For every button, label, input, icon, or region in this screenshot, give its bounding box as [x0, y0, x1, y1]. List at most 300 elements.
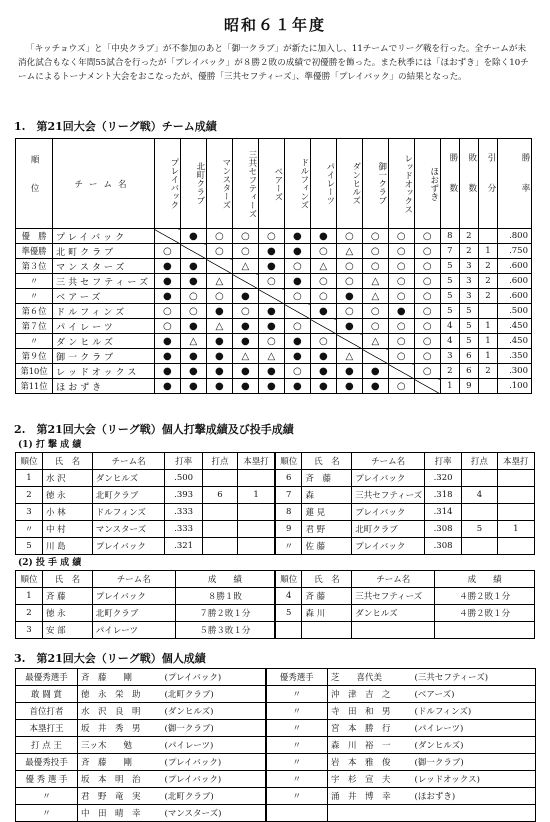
result-cell: ● — [232, 379, 258, 394]
team-name-cell: ドルフィンズ — [53, 304, 155, 319]
table-cell — [202, 521, 237, 538]
table-cell: ドルフィンズ — [92, 504, 165, 521]
table-cell — [497, 487, 534, 504]
result-cell: ● — [232, 319, 258, 334]
column-header: チーム名 — [352, 571, 435, 588]
result-cell: ● — [284, 349, 310, 364]
award-title: 〃 — [266, 686, 328, 703]
result-cell: ● — [206, 304, 232, 319]
batting-table — [15, 452, 535, 555]
losses-cell: 5 — [459, 334, 478, 349]
award-cell: 斉 藤 剛 — [78, 754, 162, 771]
award-cell: (ドルフィンズ) — [412, 703, 536, 720]
award-cell: (レッドオックス) — [412, 771, 536, 788]
award-cell: 寺 田 和 男 — [328, 703, 412, 720]
draws-cell: 2 — [478, 274, 497, 289]
result-cell: ○ — [362, 244, 388, 259]
table-row — [16, 304, 532, 319]
result-cell: ○ — [258, 229, 284, 244]
table-cell: ４勝２敗１分 — [435, 605, 535, 622]
table-cell: ダンヒルズ — [352, 605, 435, 622]
table-cell: 〃 — [16, 521, 43, 538]
draws-cell — [478, 304, 497, 319]
table-cell: 佐 藤 — [302, 538, 352, 555]
losses-cell: 3 — [459, 289, 478, 304]
result-cell: ● — [154, 334, 180, 349]
award-title: 優秀選手 — [266, 669, 328, 686]
table-row — [16, 289, 532, 304]
result-cell — [388, 364, 414, 379]
result-cell: ○ — [258, 274, 284, 289]
award-title: 打 点 王 — [16, 737, 78, 754]
result-cell: ● — [206, 364, 232, 379]
table-cell: .333 — [165, 521, 202, 538]
result-cell: ○ — [414, 304, 440, 319]
result-cell: ○ — [362, 304, 388, 319]
result-cell: △ — [180, 334, 206, 349]
table-cell — [238, 538, 275, 555]
result-cell: ○ — [414, 289, 440, 304]
award-cell: (ほおずき) — [412, 788, 536, 805]
header-opponent: 北町クラブ — [180, 139, 206, 229]
rank-cell: 第11位 — [16, 379, 53, 394]
win-pct-cell: .600 — [497, 289, 531, 304]
award-title: 本塁打王 — [16, 720, 78, 737]
header-opponent: ドルフィンズ — [284, 139, 310, 229]
award-cell: (プレイバック) — [162, 754, 266, 771]
award-cell: (三共セフティーズ) — [412, 669, 536, 686]
table-cell: プレイバック — [352, 538, 425, 555]
wins-cell: 5 — [440, 289, 459, 304]
losses-cell: 9 — [459, 379, 478, 394]
table-row — [16, 669, 536, 686]
table-cell — [352, 622, 435, 639]
column-header: チーム名 — [92, 453, 165, 470]
table-cell — [497, 538, 534, 555]
table-cell: ５勝３敗１分 — [175, 622, 275, 639]
result-cell: ○ — [206, 289, 232, 304]
table-cell: 北町クラブ — [92, 487, 165, 504]
rank-cell: 準優勝 — [16, 244, 53, 259]
header-rank: 順位 — [16, 139, 53, 229]
result-cell: ● — [154, 259, 180, 274]
result-cell: ○ — [388, 229, 414, 244]
table-cell — [238, 470, 275, 487]
result-cell: ○ — [362, 229, 388, 244]
rank-cell: 〃 — [16, 274, 53, 289]
team-name-cell: ダンヒルズ — [53, 334, 155, 349]
table-cell — [497, 470, 534, 487]
result-cell: ○ — [414, 274, 440, 289]
header-opponent: マンスターズ — [206, 139, 232, 229]
result-cell: △ — [362, 289, 388, 304]
result-cell: ○ — [388, 379, 414, 394]
result-cell: ○ — [414, 319, 440, 334]
table-cell — [238, 521, 275, 538]
award-title: 最優秀選手 — [16, 669, 78, 686]
header-team-name: チーム名 — [53, 139, 155, 229]
column-header: 打率 — [165, 453, 202, 470]
result-cell: ○ — [414, 334, 440, 349]
table-cell: 3 — [16, 504, 43, 521]
award-cell: (マンスターズ) — [162, 805, 266, 822]
result-cell: ○ — [232, 229, 258, 244]
win-pct-cell: .300 — [497, 364, 531, 379]
result-cell: ● — [336, 289, 362, 304]
table-row — [16, 720, 536, 737]
result-cell: ○ — [414, 259, 440, 274]
header-wins: 勝数 — [440, 139, 459, 229]
result-cell: ○ — [310, 244, 336, 259]
result-cell: ○ — [362, 259, 388, 274]
result-cell: ● — [310, 304, 336, 319]
award-cell: 坂 本 明 治 — [78, 771, 162, 788]
wins-cell: 3 — [440, 349, 459, 364]
column-header: 順位 — [16, 571, 43, 588]
draws-cell: 2 — [478, 289, 497, 304]
losses-cell: 6 — [459, 364, 478, 379]
wins-cell: 8 — [440, 229, 459, 244]
award-title — [266, 805, 328, 822]
table-cell: .393 — [165, 487, 202, 504]
table-cell — [462, 504, 497, 521]
result-cell: ○ — [388, 274, 414, 289]
result-cell: ○ — [310, 334, 336, 349]
result-cell: ○ — [258, 334, 284, 349]
award-cell: 芝 喜代美 — [328, 669, 412, 686]
win-pct-cell: .750 — [497, 244, 531, 259]
result-cell: △ — [232, 349, 258, 364]
result-cell: ● — [180, 229, 206, 244]
losses-cell: 3 — [459, 274, 478, 289]
win-pct-cell: .600 — [497, 274, 531, 289]
table-cell: 徳 永 — [42, 605, 92, 622]
table-cell: 1 — [497, 521, 534, 538]
header-opponent: 御一クラブ — [362, 139, 388, 229]
result-cell: ○ — [310, 274, 336, 289]
table-cell — [462, 538, 497, 555]
rank-cell: 第10位 — [16, 364, 53, 379]
result-cell: △ — [232, 259, 258, 274]
result-cell: ○ — [154, 304, 180, 319]
rank-cell: 優 勝 — [16, 229, 53, 244]
table-row — [16, 703, 536, 720]
result-cell: ○ — [388, 244, 414, 259]
result-cell: ● — [336, 364, 362, 379]
header-opponent: レッドオックス — [388, 139, 414, 229]
table-cell: 斉 藤 — [302, 470, 352, 487]
draws-cell: 2 — [478, 259, 497, 274]
result-cell: ● — [180, 364, 206, 379]
result-cell: ● — [180, 274, 206, 289]
result-cell — [362, 349, 388, 364]
result-cell: ● — [258, 304, 284, 319]
result-cell — [232, 274, 258, 289]
result-cell — [206, 259, 232, 274]
table-cell — [462, 470, 497, 487]
wins-cell: 5 — [440, 274, 459, 289]
result-cell: ○ — [414, 349, 440, 364]
table-row — [16, 334, 532, 349]
result-cell: ○ — [206, 244, 232, 259]
section-3-heading: 3. 第21回大会（リーグ戦）個人成績 — [14, 652, 206, 665]
table-row — [16, 805, 536, 822]
result-cell: △ — [362, 274, 388, 289]
result-cell — [258, 289, 284, 304]
wins-cell: 5 — [440, 304, 459, 319]
award-cell — [328, 805, 412, 822]
table-cell: 斉 藤 — [302, 588, 352, 605]
table-cell: .318 — [424, 487, 461, 504]
result-cell: ● — [336, 319, 362, 334]
column-header: 順位 — [16, 453, 43, 470]
award-cell — [412, 805, 536, 822]
table-row — [16, 470, 535, 487]
column-header: 本塁打 — [238, 453, 275, 470]
team-name-cell: 北町クラブ — [53, 244, 155, 259]
table-cell: ４勝２敗１分 — [435, 588, 535, 605]
table-row — [16, 487, 535, 504]
losses-cell: 2 — [459, 229, 478, 244]
award-title: 〃 — [266, 771, 328, 788]
result-cell: ● — [258, 319, 284, 334]
header-draws: 引分 — [478, 139, 497, 229]
table-cell: .314 — [424, 504, 461, 521]
table-cell: 1 — [238, 487, 275, 504]
result-cell: △ — [310, 259, 336, 274]
win-pct-cell: .450 — [497, 319, 531, 334]
table-cell: 4 — [462, 487, 497, 504]
table-row — [16, 538, 535, 555]
table-cell: 5 — [462, 521, 497, 538]
table-cell: .333 — [165, 504, 202, 521]
table-row — [16, 622, 535, 639]
table-cell: .500 — [165, 470, 202, 487]
result-cell: ○ — [284, 364, 310, 379]
table-cell — [202, 538, 237, 555]
table-cell — [275, 622, 302, 639]
award-title: 最優秀投手 — [16, 754, 78, 771]
table-cell — [497, 504, 534, 521]
table-cell: 森 川 — [302, 605, 352, 622]
table-cell: 水 沢 — [42, 470, 92, 487]
wins-cell: 4 — [440, 334, 459, 349]
table-cell: 1 — [16, 588, 43, 605]
column-header: 順位 — [275, 453, 302, 470]
table-row — [16, 605, 535, 622]
result-cell: ○ — [284, 259, 310, 274]
table-cell: 三共セフティーズ — [352, 487, 425, 504]
result-cell: ● — [232, 364, 258, 379]
result-cell: ● — [258, 259, 284, 274]
result-cell: ● — [154, 364, 180, 379]
result-cell: ● — [232, 334, 258, 349]
rank-cell: 〃 — [16, 334, 53, 349]
losses-cell: 6 — [459, 349, 478, 364]
header-row — [16, 453, 535, 470]
table-row — [16, 229, 532, 244]
table-cell: 7 — [275, 487, 302, 504]
header-opponent: ベアーズ — [258, 139, 284, 229]
table-row — [16, 788, 536, 805]
table-cell: 中 村 — [42, 521, 92, 538]
table-cell: 〃 — [275, 538, 302, 555]
table-cell — [202, 470, 237, 487]
table-cell: 1 — [16, 470, 43, 487]
draws-cell: 1 — [478, 319, 497, 334]
award-cell: 坂 井 秀 男 — [78, 720, 162, 737]
table-cell: 5 — [16, 538, 43, 555]
header-opponent: 三共セフティーズ — [232, 139, 258, 229]
result-cell: ○ — [336, 274, 362, 289]
result-cell: ● — [180, 349, 206, 364]
win-pct-cell: .600 — [497, 259, 531, 274]
award-cell: (御一クラブ) — [412, 754, 536, 771]
result-cell: ○ — [388, 319, 414, 334]
result-cell: ● — [284, 229, 310, 244]
result-cell: △ — [206, 319, 232, 334]
result-cell: △ — [206, 274, 232, 289]
pitching-table — [15, 570, 535, 639]
draws-cell: 1 — [478, 334, 497, 349]
table-cell — [435, 622, 535, 639]
table-cell: 蓮 見 — [302, 504, 352, 521]
result-cell: △ — [362, 334, 388, 349]
award-cell: (プレイバック) — [162, 771, 266, 788]
individual-awards-table — [15, 668, 536, 822]
pitching-subheading: (2) 投 手 成 績 — [18, 558, 82, 568]
award-cell: (パイレーツ) — [162, 737, 266, 754]
result-cell: ● — [310, 229, 336, 244]
table-cell: 4 — [275, 588, 302, 605]
result-cell: ● — [154, 289, 180, 304]
result-cell: ○ — [388, 259, 414, 274]
rank-cell: 第６位 — [16, 304, 53, 319]
result-cell: ○ — [388, 334, 414, 349]
losses-cell: 5 — [459, 304, 478, 319]
column-header: 打率 — [424, 453, 461, 470]
award-title: 〃 — [266, 720, 328, 737]
result-cell: ○ — [180, 289, 206, 304]
result-cell — [284, 304, 310, 319]
award-title: 〃 — [266, 703, 328, 720]
result-cell: ● — [258, 364, 284, 379]
table-cell: プレイバック — [352, 504, 425, 521]
column-header: 氏 名 — [302, 571, 352, 588]
table-cell: .308 — [424, 521, 461, 538]
result-cell: ● — [154, 274, 180, 289]
section-1-heading: 1. 第21回大会（リーグ戦）チーム成績 — [14, 120, 217, 133]
header-row — [16, 571, 535, 588]
table-cell: 6 — [275, 470, 302, 487]
standings-header-row — [16, 139, 532, 229]
result-cell: ○ — [414, 364, 440, 379]
column-header: 氏 名 — [42, 571, 92, 588]
table-row — [16, 244, 532, 259]
win-pct-cell: .450 — [497, 334, 531, 349]
result-cell: ○ — [284, 289, 310, 304]
header-losses: 敗数 — [459, 139, 478, 229]
table-cell — [238, 504, 275, 521]
wins-cell: 4 — [440, 319, 459, 334]
result-cell: ● — [362, 364, 388, 379]
draws-cell — [478, 379, 497, 394]
header-opponent: パイレーツ — [310, 139, 336, 229]
table-cell: 三共セフティーズ — [352, 588, 435, 605]
header-opponent: プレイバック — [154, 139, 180, 229]
wins-cell: 1 — [440, 379, 459, 394]
result-cell: ○ — [388, 289, 414, 304]
losses-cell: 3 — [459, 259, 478, 274]
team-name-cell: プレイバック — [53, 229, 155, 244]
team-name-cell: ほおずき — [53, 379, 155, 394]
result-cell: ○ — [232, 304, 258, 319]
table-row — [16, 319, 532, 334]
result-cell: ● — [258, 244, 284, 259]
result-cell — [310, 319, 336, 334]
award-title: 〃 — [16, 788, 78, 805]
table-row — [16, 771, 536, 788]
table-cell: マンスターズ — [92, 521, 165, 538]
table-cell: プレイバック — [352, 470, 425, 487]
award-cell: (御一クラブ) — [162, 720, 266, 737]
result-cell: △ — [258, 349, 284, 364]
award-cell: (プレイバック) — [162, 669, 266, 686]
result-cell: ○ — [336, 259, 362, 274]
result-cell: ● — [284, 334, 310, 349]
result-cell: ● — [206, 334, 232, 349]
award-cell: 宮 本 勝 行 — [328, 720, 412, 737]
batting-subheading: (1) 打 撃 成 績 — [18, 440, 82, 450]
award-cell: 水 沢 良 明 — [78, 703, 162, 720]
result-cell: ○ — [336, 304, 362, 319]
intro-paragraph: 「キッチョウズ」と「中央クラブ」が不参加のあと「御一クラブ」が新たに加入し、11チームでリーグ戦を行った。全チームが未消化試合もなく年間55試合を行ったが「プレイバック」が８勝２敗の成績で初優勝を飾った。また秋季には「ほおずき」を除く10チームによるトーナメント大会をおこなったが、優勝「三共セフティーズ」、準優勝「プレイバック」の結果となった。 — [18, 44, 529, 82]
result-cell: ● — [232, 289, 258, 304]
award-title: 〃 — [16, 805, 78, 822]
award-title: 〃 — [266, 754, 328, 771]
table-row — [16, 588, 535, 605]
result-cell: ● — [310, 349, 336, 364]
win-pct-cell: .350 — [497, 349, 531, 364]
section-2-heading: 2. 第21回大会（リーグ戦）個人打撃成績及び投手成績 — [14, 423, 294, 436]
table-cell: 北町クラブ — [92, 605, 175, 622]
table-row — [16, 754, 536, 771]
table-cell: ダンヒルズ — [92, 470, 165, 487]
result-cell: ○ — [180, 304, 206, 319]
award-cell: 徳 永 栄 助 — [78, 686, 162, 703]
award-cell: 宇 杉 宣 夫 — [328, 771, 412, 788]
award-cell: 斉 藤 剛 — [78, 669, 162, 686]
table-cell — [202, 504, 237, 521]
team-name-cell: 御一クラブ — [53, 349, 155, 364]
rank-cell: 〃 — [16, 289, 53, 304]
award-title: 首位打者 — [16, 703, 78, 720]
result-cell: ○ — [232, 244, 258, 259]
award-title: 優 秀 選 手 — [16, 771, 78, 788]
team-name-cell: レッドオックス — [53, 364, 155, 379]
result-cell: ● — [206, 349, 232, 364]
table-cell: パイレーツ — [92, 622, 175, 639]
table-row — [16, 274, 532, 289]
column-header: チーム名 — [92, 571, 175, 588]
result-cell: ○ — [414, 229, 440, 244]
result-cell: ● — [180, 319, 206, 334]
award-title: 〃 — [266, 788, 328, 805]
result-cell: ○ — [362, 319, 388, 334]
table-row — [16, 686, 536, 703]
table-cell: 6 — [202, 487, 237, 504]
win-pct-cell: .800 — [497, 229, 531, 244]
